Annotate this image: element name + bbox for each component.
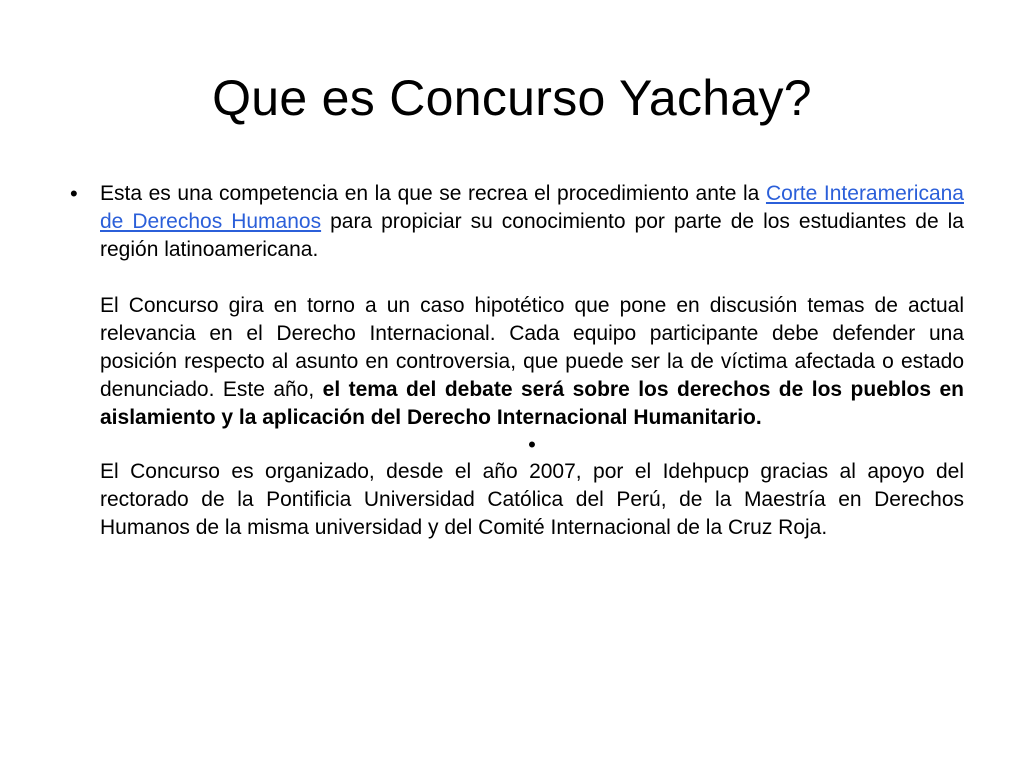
case-text: El Concurso gira en torno a un caso hipotético que pone en discusión temas de actual relevancia en el Derecho Internacional. Cada equipo participante debe defender una posición respecto al asunto en controversia, que puede ser la de víctima afectada o estado denunciado. Este año, <box>100 294 964 401</box>
slide-content <box>60 180 964 542</box>
debate-topic-text: el tema del debate será sobre los derechos de los pueblos en aislamiento y la aplicación del Derecho Internacional Humanitario. <box>100 378 964 429</box>
slide-title: Que es Concurso Yachay? <box>212 70 812 126</box>
paragraph-intro <box>100 180 964 264</box>
corte-idh-link[interactable]: Corte Interamericana de Derechos Humanos <box>100 182 964 233</box>
paragraph-organizers: El Concurso es organizado, desde el año 2007, por el Idehpucp gracias al apoyo del rectorado de la Pontificia Universidad Católica del Perú, de la Maestría en Derechos Humanos de la misma universidad y del Comité Internacional de la Cruz Roja. <box>100 460 964 539</box>
bullet-dot-icon: • <box>70 181 78 206</box>
bullet-item <box>60 180 964 432</box>
empty-bullet-icon: • <box>528 432 536 457</box>
intro-text-before-link: Esta es una competencia en la que se recrea el procedimiento ante la <box>100 182 766 205</box>
intro-text-after-link: para propiciar su conocimiento por parte de los estudiantes de la región latinoamericana. <box>100 210 964 261</box>
organizers-block <box>60 458 964 542</box>
paragraph-case <box>100 292 964 432</box>
